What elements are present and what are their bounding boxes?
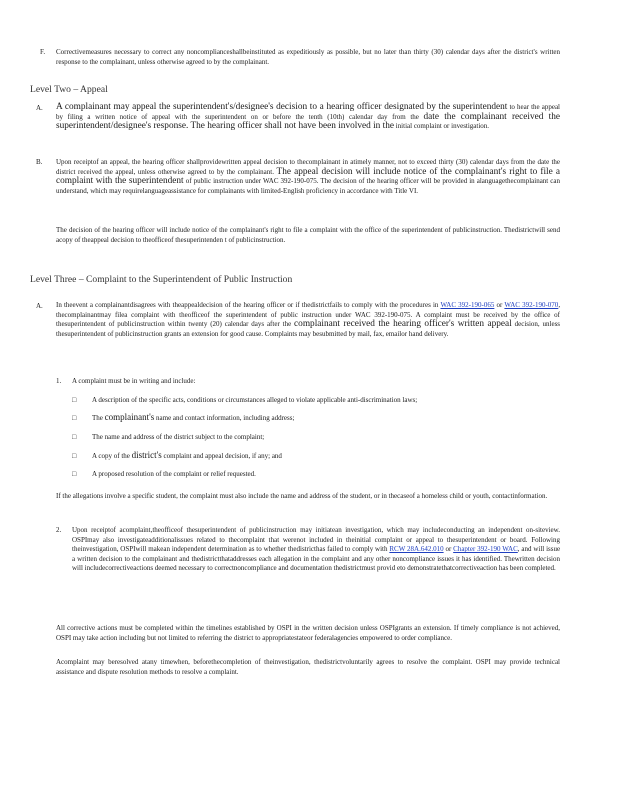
para-2a-strong: date the complainant received the superintendent/designee's response. The hearing officer shall not have been involved in the [56,111,560,132]
resolution-paragraph: Acomplaint may beresolved atany timewhen, beforethecompletion of theinvestigation, thedistrictvoluntarily agrees to resolve the complaint. OSPI may provide technical assistance and dispute resolution methods to resolve a complaint. [56,658,560,676]
para-f-text: Correctivemeasures necessary to correct any noncomplianceshallbeinstituted as expeditiously as possible, but no later than thirty (30) calendar days after the district's written response to the complainant, unless otherwise agreed to by the complainant. [56,48,560,66]
para-3a-marker: A. [36,302,43,310]
para-f-marker: F. [40,48,46,56]
para-2b-text [56,158,560,196]
para-3a-strong: complainant received the hearing officer's written appeal [294,319,512,330]
bullet-district-address: The name and address of the district subject to the complaint; [92,433,265,441]
item-2-t2: or [445,545,452,554]
level-three-heading: Level Three – Complaint to the Superintendent of Public Instruction [30,274,293,285]
item-2-t1: Upon receiptof acomplaint,theofficeof thesuperintendent of publicinstruction may initiatean investigation, which may includeconducting an independent on-siteview. OSPImay also investigateadditionalissues related to thecomplaint that werenot included in theinitial complaint or appeal to thesuperintendent or board. Following theinvestigation, OSPIwill makean independent determination as to whether thedistricthas failed to comply with [72,526,560,554]
para-3a-t4: decision, unless thesuperintendent of publicinstruction grants an extension for good cause. Complaints may besubmitted by mail, fax, emailor hand delivery. [56,320,561,338]
para-3a-text [56,301,560,339]
item-2-t3: , and will issue a written decision to the complainant and thedistrictthataddresses each allegation in the complaint and any other noncompliance issues it has identified. Thewritten decision will includecorrectiveactions deemed necessary to correctnoncompliance and documentation thedistrictmust provid eto demonstratethatcorrectiveaction has been completed. [72,545,561,573]
item-1-marker: 1. [56,377,62,385]
para-2b-strong: The appeal decision will include notice of the complainant's right to file a complaint with the superintendent [56,166,560,187]
bullet-description: A description of the specific acts, conditions or circumstances alleged to violate applicable anti-discrimination laws; [92,396,418,404]
bullet-complainant-post: name and contact information, including address; [156,414,295,422]
bullet-copy-post: complaint and appeal decision, if any; and [163,452,282,460]
checkbox-icon: □ [72,470,77,478]
wac-392-190-065-link[interactable]: WAC 392-190-065 [440,301,495,309]
item-2-marker: 2. [56,526,62,534]
bullet-copy-pre: A copy of the [92,452,130,460]
para-2a-marker: A. [36,104,43,112]
para-2a-text [56,103,560,132]
bullet-copy-strong: district's [131,450,162,460]
rcw-28a-642-010-link[interactable]: RCW 28A.642.010 [389,545,444,554]
para-2b-p3: The decision of the hearing officer will include notice of the complainant's right to file a complaint with the office of the superintendent of publicinstruction. Thedistrictwill send acopy of theappeal decision to theofficeof thesuperintenden t of publicinstruction. [56,226,560,244]
checkbox-icon: □ [72,414,77,422]
bullet-complainant-info [92,413,294,424]
para-3a-t3: , thecomplainantmay filea complaint with theofficeof the superintendent of public instruction under WAC 392-190-075. A complaint must be received by the office of thesuperintendent of publicinstruction within twenty (20) calendar days after the [56,301,561,329]
wac-392-190-070-link[interactable]: WAC 392-190-070 [504,301,559,309]
bullet-copy-decision [92,451,282,462]
chapter-392-190-wac-link[interactable]: Chapter 392-190 WAC [453,545,518,554]
allegations-paragraph: If the allegations involve a specific student, the complaint must also include the name and address of the student, or in thecaseof a homeless child or youth, contactinformation. [56,492,548,500]
corrective-actions-paragraph: All corrective actions must be completed within the timelines established by OSPI in the written decision unless OSPIgrants an extension. If timely compliance is not achieved, OSPI may take action including but not limited to referring the district to appropriatestateor federalagencies empowered to order compliance. [56,624,560,642]
checkbox-icon: □ [72,396,77,404]
para-2a-mid: to hear the appeal by filing a written notice of appeal with the superintendent on or before the tenth (10th) calendar day from the [56,103,561,121]
para-2b-marker: B. [36,158,43,166]
checkbox-icon: □ [72,452,77,460]
bullet-complainant-strong: complainant's [104,412,155,422]
para-3a-t2: or [496,301,503,309]
level-two-heading: Level Two – Appeal [30,84,108,95]
para-2b-p1: Upon receiptof an appeal, the hearing officer shallprovidewritten appeal decision to thecomplainant in atimely manner, not to exceed thirty (30) calendar days from the date the district received the appeal, unless otherwise agreed to by the complainant. [56,158,560,176]
bullet-proposed-resolution: A proposed resolution of the complaint or relief requested. [92,470,256,478]
item-2-text [72,526,560,574]
bullet-complainant-pre: The [92,414,103,422]
item-1-text: A complaint must be in writing and include: [72,377,196,385]
checkbox-icon: □ [72,433,77,441]
para-2b-p2: of public instruction under WAC 392-190-075. The decision of the hearing officer will be provided in alanguagethecomplainant can understand, which may requirelanguageassistance for complainants with limited-English proficiency in accordance with Title VI. [56,177,561,195]
para-3a-t1: In theevent a complainantdisagrees with theappealdecision of the hearing officer or if thedistrictfails to comply with the procedures in [56,301,439,309]
para-2a-tail: initial complaint or investigation. [395,122,490,131]
para-2a-lead: A complainant may appeal the superintendent's/designee's decision to a hearing officer designated by the superintendent [56,102,508,112]
